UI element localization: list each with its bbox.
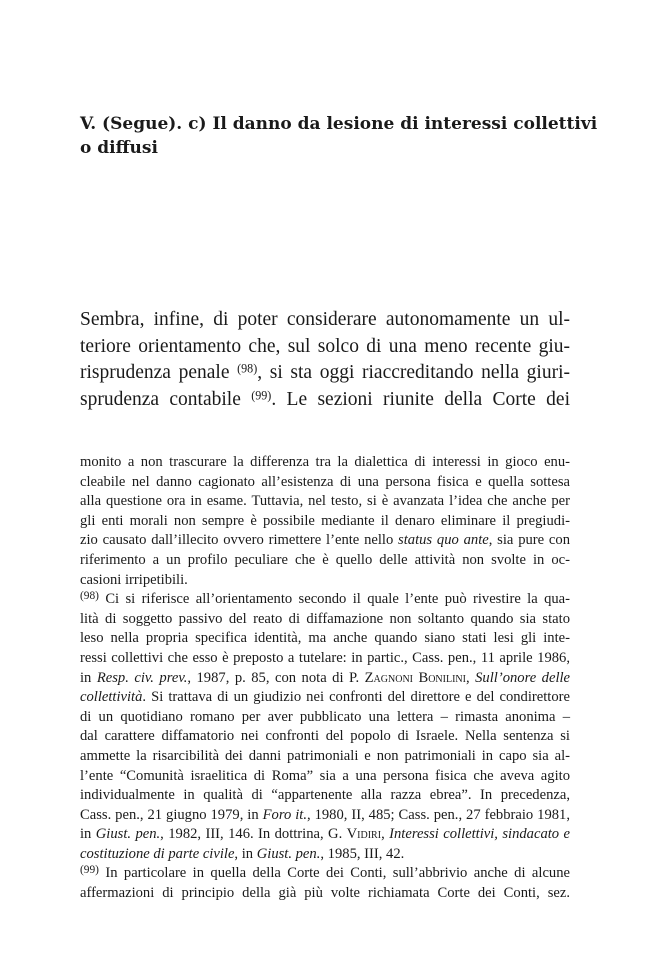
footnote-line: monito a non trascurare la differenza tra la dialettica di interessi in gioco enu- (80, 454, 570, 470)
footnote-98-line: dal carattere diffamatorio nei confronti del popolo di Israele. Nella sentenza si (80, 728, 570, 745)
heading-line: V. (Segue). c) Il danno da lesione di interessi collettivi (80, 114, 598, 134)
footnote-ref-98: (98) (237, 361, 258, 376)
footnote-line: zio causato dall’illecito ovvero rimettere l’ente nello status quo ante, sia pure con (80, 532, 570, 549)
body-line: Sembra, infine, di poter considerare autonomamente un ul- (80, 309, 570, 330)
footnote-marker-99: (99) (80, 864, 99, 877)
body-line: risprudenza penale $^{(98)}$, si sta oggi riaccreditando nella giuri- (80, 361, 571, 383)
footnote-98-line: Cass. pen., 21 giugno 1979, in Foro it., 1980, II, 485; Cass. pen., 27 febbraio 1981, (80, 806, 570, 823)
footnote-line: gli enti morali non sempre è possibile mediante il denaro eliminare il pregiudi- (80, 512, 570, 529)
footnote-98-line: in Resp. civ. prev., 1987, p. 85, con nota di P. Zagnoni Bonilini, Sull’onore delle (80, 669, 571, 686)
footnote-line: casioni irripetibili. (80, 571, 188, 588)
footnote-99-line: affermazioni di principio della già più volte richiamata Corte dei Conti, sez. (80, 885, 570, 902)
footnote-98-line: ressi collettivi che esso è preposto a tutelare: in partic., Cass. pen., 11 aprile 1986, (80, 649, 570, 666)
heading-line: o diffusi (80, 138, 158, 158)
footnote-marker-98: (98) (80, 590, 99, 603)
footnotes (80, 453, 570, 904)
footnote-98-line: ammette la risarcibilità dei danni patrimoniali e non patrimoniali in capo sia al- (80, 747, 570, 764)
footnote-line: cleabile nel danno cagionato all’esistenza di una persona fisica e quella sottesa (80, 473, 570, 490)
body-line: teriore orientamento che, sul solco di una meno recente giu- (80, 335, 570, 357)
footnote-98-line: in Giust. pen., 1982, III, 146. In dottrina, G. Vidiri, Interessi collettivi, sindacato e (80, 826, 570, 843)
footnote-line: riferimento a un profilo peculiare che è quello delle attività non svolte in oc- (80, 551, 570, 568)
footnote-98-line: lità di soggetto passivo del reato di diffamazione non soltanto quando sia stato (80, 610, 570, 627)
footnote-98-line: l’ente “Comunità israelitica di Roma” sia a una persona fisica che aveva agito (80, 767, 570, 784)
footnote-ref-99: (99) (251, 388, 272, 403)
footnote-99-line: $^{(99)}$ In particolare in quella della Corte dei Conti, sull’abbrivio anche di alcune (80, 864, 570, 882)
footnote-98-line: leso nella propria specifica identità, ma anche quando siano stati lesi gli inte- (80, 630, 570, 647)
footnote-line: alla questione ora in esame. Tuttavia, nel testo, si è avanzata l’idea che anche per (80, 493, 570, 510)
section-heading (80, 112, 598, 160)
body-line: sprudenza contabile $^{(99)}$. Le sezioni riunite della Corte dei (80, 388, 570, 410)
footnote-98-line: costituzione di parte civile, in Giust. pen., 1985, III, 42. (80, 845, 405, 862)
footnote-98-line: individualmente in qualità di “appartenente alla razza ebrea”. In precedenza, (80, 787, 570, 804)
footnote-98-line: di un quotidiano romano per aver pubblicato una lettera – rimasta anonima – (80, 708, 570, 725)
footnote-98-line: $^{(98)}$ Ci si riferisce all’orientamento secondo il quale l’ente può rivestire la qua- (80, 590, 570, 608)
body-paragraph (80, 307, 570, 413)
footnote-98-line: collettività. Si trattava di un giudizio nei confronti del direttore e del condirettore (80, 689, 570, 706)
